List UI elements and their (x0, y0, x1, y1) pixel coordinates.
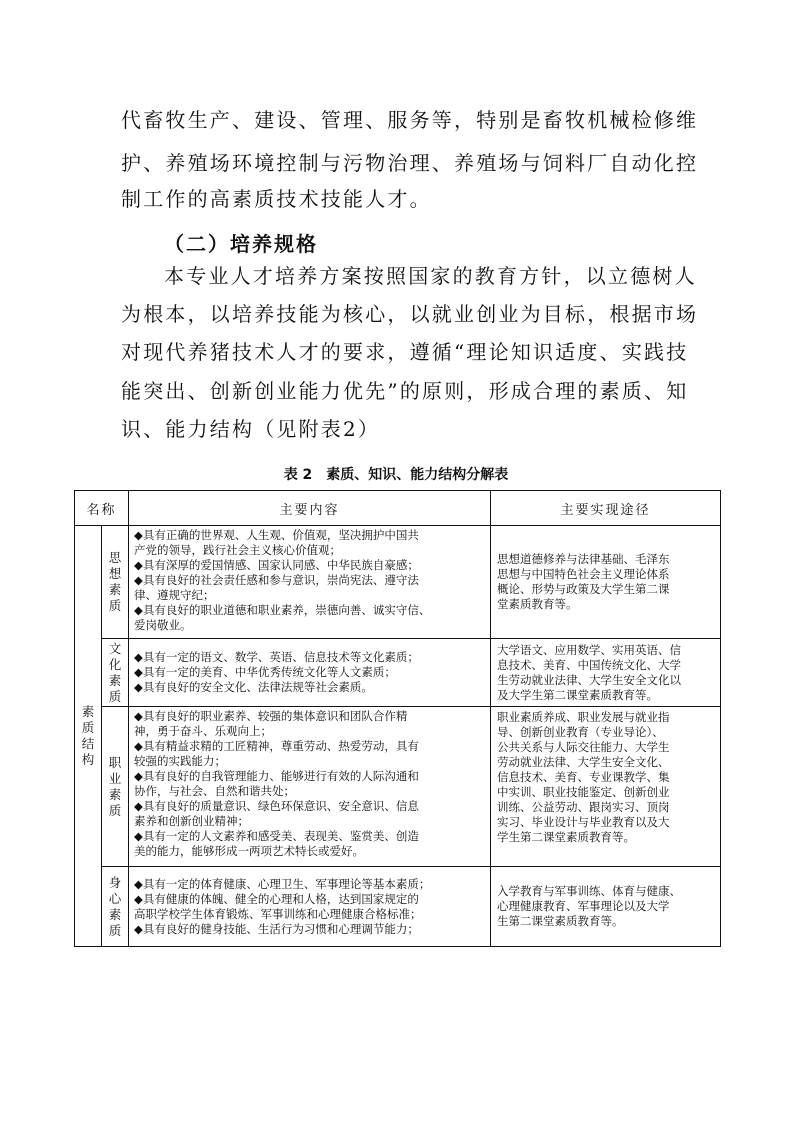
body-line: 本专业人才培养方案按照国家的教育方针，以立德树人 (164, 264, 697, 288)
table-header-row (75, 491, 721, 526)
row-label: 文 化 素 质 (102, 639, 129, 707)
table-caption: 表 2 素质、知识、能力结构分解表 (283, 467, 509, 483)
category-cell: 素 质 结 构 (75, 526, 102, 947)
route-cell: 入学教育与军事训练、体育与健康、 心理健康教育、军事理论以及大学 生第二课堂素质教育等。 (491, 867, 721, 947)
table-row (75, 639, 721, 707)
intro-line: 代畜牧生产、建设、管理、服务等，特别是畜牧机械检修维 (121, 108, 699, 132)
table-row (75, 867, 721, 947)
route-cell: 思想道德修养与法律基础、毛泽东 思想与中国特色社会主义理论体系 概论、形势与政策及大学生第二课 堂素质教育等。 (491, 526, 721, 639)
header-route: 主要实现途径 (491, 491, 721, 526)
content-cell: ◆具有良好的职业素养、较强的集体意识和团队合作精 神，勇于奋斗、乐观向上； ◆具有精益求精的工匠精神，尊重劳动、热爱劳动，具有 较强的实践能力； ◆具有良好的自我管理能力、能够进行有效的人际沟通和 协作，与社会、自然和谐共处； ◆具有良好的质量意识、绿色环保意识、安全意识、信息 素养和创新创业精神； ◆具有一定的人文素养和感受美、表现美、鉴赏美、创造 美的能力，能够形成一两项艺术特长或爱好。 (129, 707, 491, 867)
table-row (75, 707, 721, 867)
structure-table (74, 490, 721, 947)
content-cell: ◆具有一定的语文、数学、英语、信息技术等文化素质； ◆具有一定的美育、中华优秀传统文化等人文素质； ◆具有良好的安全文化、法律法规等社会素质。 (129, 639, 491, 707)
table-row (75, 526, 721, 639)
row-label: 身 心 素 质 (102, 867, 129, 947)
body-line: 识、能力结构（见附表2） (121, 417, 381, 441)
body-line: 能突出、创新创业能力优先”的原则，形成合理的素质、知 (121, 379, 689, 403)
intro-line: 制工作的高素质技术技能人才。 (121, 187, 432, 211)
intro-line: 护、养殖场环境控制与污物治理、养殖场与饲料厂自动化控 (121, 151, 699, 175)
body-line: 为根本，以培养技能为核心，以就业创业为目标，根据市场 (121, 302, 699, 326)
header-content: 主要内容 (129, 491, 491, 526)
route-cell: 大学语文、应用数学、实用英语、信 息技术、美育、中国传统文化、大学 生劳动就业法律、大学生安全文化以 及大学生第二课堂素质教育等。 (491, 639, 721, 707)
header-name: 名称 (75, 491, 129, 526)
row-label: 思 想 素 质 (102, 526, 129, 639)
route-cell: 职业素质养成、职业发展与就业指 导、创新创业教育（专业导论）、 公共关系与人际交往能力、大学生 劳动就业法律、大学生安全文化、 信息技术、美育、专业课教学、集 中实训、职业技能鉴定、创新创业 训练、公益劳动、跟岗实习、顶岗 实习、毕业设计与毕业教育以及大 学生第二课堂素质教育等。 (491, 707, 721, 867)
content-cell: ◆具有一定的体育健康、心理卫生、军事理论等基本素质； ◆具有健康的体魄、健全的心理和人格，达到国家规定的 高职学校学生体育锻炼、军事训练和心理健康合格标准； ◆具有良好的健身技能、生活行为习惯和心理调节能力； (129, 867, 491, 947)
body-line: 对现代养猪技术人才的要求，遵循“理论知识适度、实践技 (121, 340, 689, 364)
section-heading: （二）培养规格 (164, 232, 318, 256)
row-label: 职 业 素 质 (102, 707, 129, 867)
content-cell: ◆具有正确的世界观、人生观、价值观，坚决拥护中国共 产党的领导，践行社会主义核心价值观； ◆具有深厚的爱国情感、国家认同感、中华民族自豪感； ◆具有良好的社会责任感和参与意识，崇尚宪法、遵守法 律、遵规守纪； ◆具有良好的职业道德和职业素养，崇德向善、诚实守信、 爱岗敬业。 (129, 526, 491, 639)
